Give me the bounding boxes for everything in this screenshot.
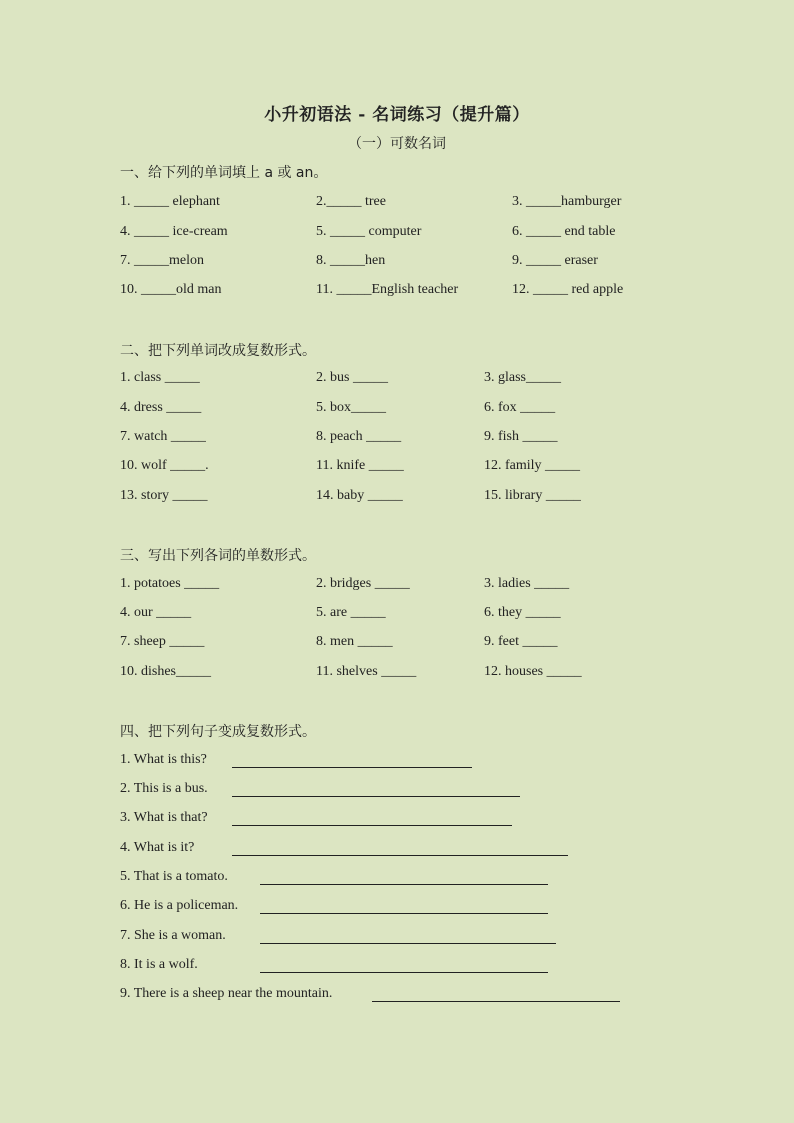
exercise-item: 8. men _____ [316,634,393,649]
sentence-item: 6. He is a policeman. [120,898,239,913]
exercise-item: 4. our _____ [120,605,192,620]
answer-line [232,825,512,826]
section3-row [0,664,794,686]
answer-line [372,1001,620,1002]
exercise-item: 9. _____ eraser [512,253,598,268]
answer-line [232,767,472,768]
answer-line [260,972,548,973]
exercise-item: 11. shelves _____ [316,664,417,679]
answer-line [260,913,548,914]
exercise-item: 4. dress _____ [120,400,202,415]
exercise-item: 3. ladies _____ [484,576,570,591]
section1-row [0,282,794,304]
exercise-item: 6. they _____ [484,605,561,620]
exercise-item: 6. _____ end table [512,224,616,239]
exercise-item: 8. peach _____ [316,429,402,444]
exercise-item: 1. potatoes _____ [120,576,220,591]
exercise-item: 5. box_____ [316,400,386,415]
section3-row [0,576,794,598]
exercise-item: 14. baby _____ [316,488,403,503]
section3-row [0,634,794,656]
section1-row [0,194,794,216]
exercise-item: 12. _____ red apple [512,282,624,297]
answer-line [260,884,548,885]
section2-row [0,400,794,422]
sentence-item: 9. There is a sheep near the mountain. [120,986,333,1001]
exercise-item: 12. family _____ [484,458,581,473]
exercise-item: 2. bridges _____ [316,576,410,591]
exercise-item: 10. dishes_____ [120,664,211,679]
section2-row [0,458,794,480]
exercise-item: 5. _____ computer [316,224,422,239]
exercise-item: 7. _____melon [120,253,204,268]
exercise-item: 1. _____ elephant [120,194,220,209]
section2-row [0,429,794,451]
exercise-item: 9. fish _____ [484,429,558,444]
section3-heading: 三、写出下列各词的单数形式。 [120,548,316,564]
section1-row [0,253,794,275]
exercise-item: 2. bus _____ [316,370,388,385]
section1-heading: 一、给下列的单词填上 a 或 an。 [120,165,328,181]
sentence-item: 5. That is a tomato. [120,869,228,884]
section2-row [0,370,794,392]
exercise-item: 11. knife _____ [316,458,404,473]
exercise-item: 15. library _____ [484,488,581,503]
sentence-item: 8. It is a wolf. [120,957,198,972]
section1-row [0,224,794,246]
exercise-item: 5. are _____ [316,605,386,620]
sentence-item: 1. What is this? [120,752,207,767]
answer-line [232,855,568,856]
exercise-item: 4. _____ ice-cream [120,224,228,239]
answer-line [232,796,520,797]
exercise-item: 7. sheep _____ [120,634,205,649]
exercise-item: 1. class _____ [120,370,200,385]
sentence-item: 3. What is that? [120,810,208,825]
sentence-item: 4. What is it? [120,840,195,855]
exercise-item: 13. story _____ [120,488,208,503]
page-subtitle: （一）可数名词 [348,136,446,152]
exercise-item: 3. glass_____ [484,370,561,385]
exercise-item: 3. _____hamburger [512,194,622,209]
exercise-item: 2._____ tree [316,194,386,209]
exercise-item: 10. wolf _____. [120,458,209,473]
page-title: 小升初语法 - 名词练习（提升篇） [264,105,530,125]
exercise-item: 8. _____hen [316,253,386,268]
exercise-item: 11. _____English teacher [316,282,459,297]
exercise-item: 12. houses _____ [484,664,582,679]
sentence-item: 7. She is a woman. [120,928,226,943]
exercise-item: 10. _____old man [120,282,222,297]
section2-row [0,488,794,510]
exercise-item: 9. feet _____ [484,634,558,649]
exercise-item: 6. fox _____ [484,400,556,415]
section4-heading: 四、把下列句子变成复数形式。 [120,724,316,740]
section3-row [0,605,794,627]
answer-line [260,943,556,944]
section2-heading: 二、把下列单词改成复数形式。 [120,343,316,359]
sentence-item: 2. This is a bus. [120,781,208,796]
exercise-item: 7. watch _____ [120,429,206,444]
